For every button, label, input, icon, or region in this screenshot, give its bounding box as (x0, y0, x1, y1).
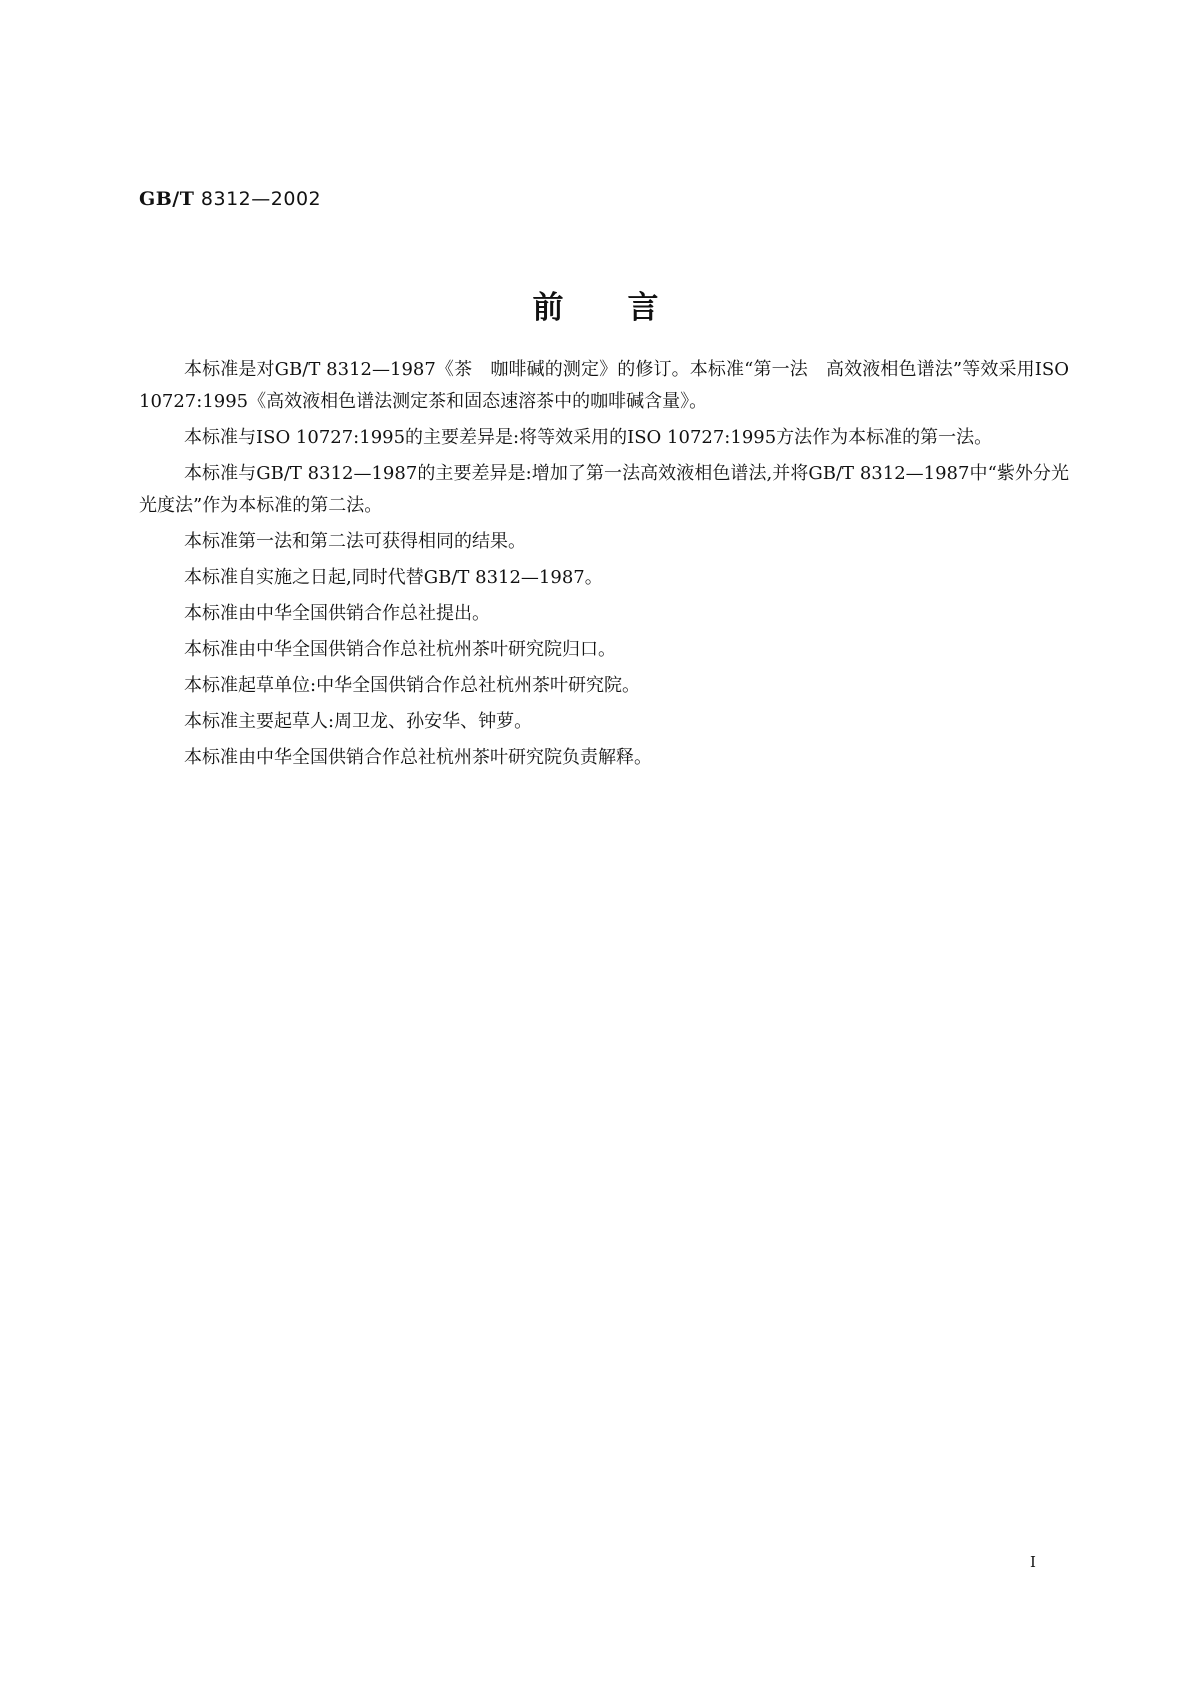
paragraph-gb-difference: 本标准与GB/T 8312—1987的主要差异是:增加了第一法高效液相色谱法,并将GB/T 8312—1987中“紫外分光光度法”作为本标准的第二法。 (139, 463, 1069, 516)
page-title: 前言 (532, 290, 723, 326)
paragraph-proposed-by: 本标准由中华全国供销合作总社提出。 (184, 603, 490, 624)
paragraph-interpretation: 本标准由中华全国供销合作总社杭州茶叶研究院负责解释。 (184, 747, 652, 768)
paragraph-replaces: 本标准自实施之日起,同时代替GB/T 8312—1987。 (184, 567, 603, 588)
document-code-prefix: GB/T (139, 188, 195, 210)
document-code (139, 188, 321, 210)
foreword-body (139, 354, 1069, 778)
paragraph-centralized-by: 本标准由中华全国供销合作总社杭州茶叶研究院归口。 (184, 639, 616, 660)
paragraph-same-results: 本标准第一法和第二法可获得相同的结果。 (184, 531, 526, 552)
document-code-number: 8312—2002 (200, 188, 322, 210)
paragraph-drafting-unit: 本标准起草单位:中华全国供销合作总社杭州茶叶研究院。 (184, 675, 641, 696)
page-number: I (1030, 1553, 1036, 1571)
paragraph-drafters: 本标准主要起草人:周卫龙、孙安华、钟萝。 (184, 711, 533, 732)
paragraph-revision: 本标准是对GB/T 8312—1987《茶 咖啡碱的测定》的修订。本标准“第一法 高效液相色谱法”等效采用ISO 10727:1995《高效液相色谱法测定茶和固态速溶茶中的咖啡碱含量》。 (139, 359, 1069, 412)
paragraph-iso-difference: 本标准与ISO 10727:1995的主要差异是:将等效采用的ISO 10727:1995方法作为本标准的第一法。 (184, 427, 993, 448)
